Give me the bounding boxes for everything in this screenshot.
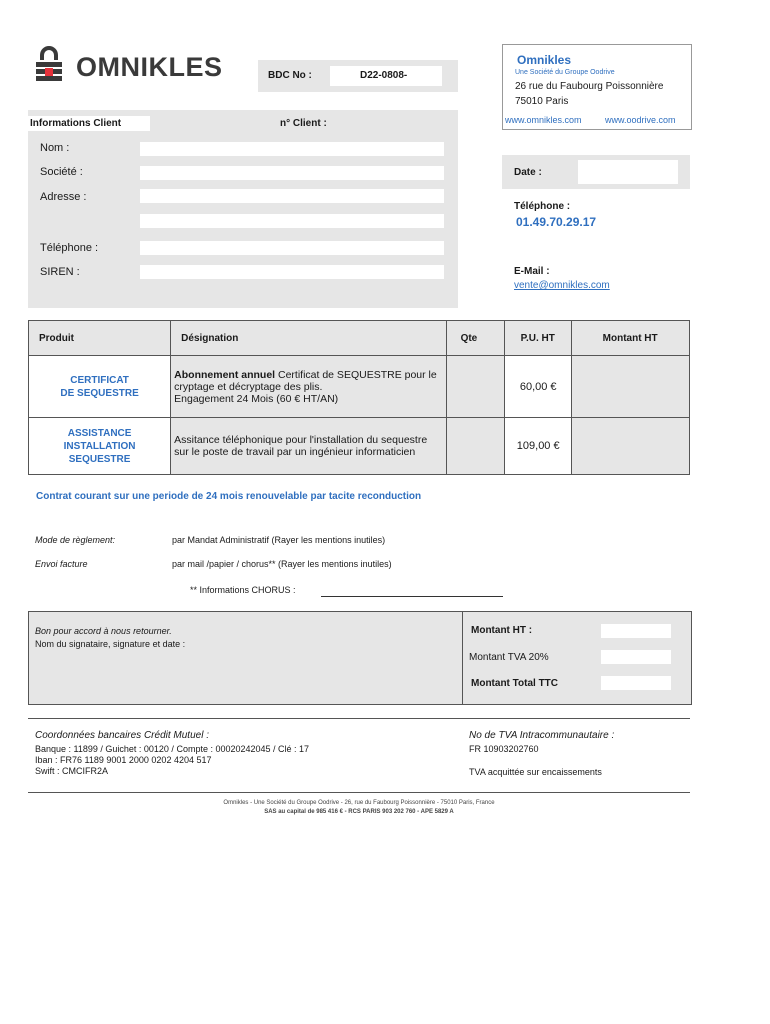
payment-mode-label: Mode de règlement: [35, 535, 116, 545]
bdc-value: D22-0808- [360, 70, 408, 81]
company-box [502, 44, 692, 130]
chorus-label: ** Informations CHORUS : [190, 585, 296, 595]
product-name-line: SEQUESTRE [68, 453, 131, 465]
societe-label: Société : [40, 166, 83, 178]
montant-tva-field[interactable] [601, 650, 671, 664]
telephone-field[interactable] [140, 241, 444, 255]
product-name-line: CERTIFICAT [70, 374, 129, 386]
product-name-cell [29, 356, 171, 418]
montant-ht-label: Montant HT : [471, 625, 533, 636]
unit-price-cell: 60,00 € [505, 356, 572, 418]
envoi-value: par mail /papier / chorus** (Rayer les mentions inutiles) [172, 559, 392, 569]
divider [28, 792, 690, 793]
adresse-label: Adresse : [40, 191, 87, 203]
qty-cell[interactable] [446, 356, 505, 418]
company-name: Omnikles [517, 53, 572, 67]
date-field[interactable] [578, 160, 678, 184]
tva-title: No de TVA Intracommunautaire : [469, 730, 615, 741]
nom-field[interactable] [140, 142, 444, 156]
header-pu: P.U. HT [505, 321, 572, 356]
approval-line2: Nom du signataire, signature et date : [35, 639, 186, 649]
designation-line3: Engagement 24 Mois (60 € HT/AN) [174, 392, 339, 405]
logo [34, 46, 244, 88]
products-table [28, 320, 690, 475]
company-web2[interactable]: www.oodrive.com [605, 115, 676, 125]
societe-field[interactable] [140, 166, 444, 180]
table-row [29, 356, 690, 418]
bdc-box [258, 60, 458, 92]
approval-box [28, 611, 692, 705]
table-row [29, 418, 690, 475]
amount-cell[interactable] [572, 418, 690, 475]
envoi-label: Envoi facture [35, 559, 88, 569]
footer-line1: Omnikles - Une Société du Groupe Oodrive - 26, rue du Faubourg Poissonnière - 75010 Paris, France [223, 800, 495, 806]
nom-label: Nom : [40, 142, 70, 154]
telephone-label: Téléphone : [40, 242, 99, 254]
chorus-field-line[interactable] [321, 596, 503, 597]
company-subtitle: Une Société du Groupe Oodrive [515, 69, 615, 76]
designation-cell [171, 356, 446, 418]
bank-title: Coordonnées bancaires Crédit Mutuel : [35, 730, 209, 741]
product-name-line: INSTALLATION [63, 440, 136, 452]
approval-divider [462, 612, 463, 704]
designation-text: Certificat de SEQUESTRE pour le cryptage et décryptage des plis. [174, 368, 437, 393]
adresse-field-1[interactable] [140, 189, 444, 203]
phone-value: 01.49.70.29.17 [516, 215, 597, 229]
designation-bold: Abonnement annuel [174, 368, 276, 381]
client-no-label: n° Client : [280, 118, 327, 129]
bdc-label: BDC No : [268, 70, 312, 81]
date-label: Date : [514, 167, 542, 178]
footer-line2: SAS au capital de 985 416 € - RCS PARIS 903 202 760 - APE 5829 A [264, 809, 454, 815]
siren-field[interactable] [140, 265, 444, 279]
amount-cell[interactable] [572, 356, 690, 418]
company-web1[interactable]: www.omnikles.com [505, 115, 582, 125]
payment-mode-value: par Mandat Administratif (Rayer les mentions inutiles) [172, 535, 386, 545]
table-header-row [29, 321, 690, 356]
phone-label: Téléphone : [514, 201, 571, 212]
adresse-field-2[interactable] [140, 214, 444, 228]
designation-text: Assitance téléphonique pour l'installation du sequestre sur le poste de travail par un ingénieur informaticien [174, 434, 428, 458]
logo-text: OMNIKLES [76, 52, 223, 82]
tva-note: TVA acquittée sur encaissements [469, 767, 602, 777]
client-info-box [28, 110, 458, 308]
email-link[interactable]: vente@omnikles.com [514, 280, 610, 291]
designation-cell [171, 418, 446, 475]
bank-line3: Swift : CMCIFR2A [35, 766, 109, 776]
qty-cell[interactable] [446, 418, 505, 475]
bank-line1: Banque : 11899 / Guichet : 00120 / Compte : 00020242045 / Clé : 17 [35, 744, 310, 754]
header-montant: Montant HT [572, 321, 690, 356]
company-address1: 26 rue du Faubourg Poissonnière [515, 81, 664, 92]
tva-value: FR 10903202760 [469, 744, 539, 754]
footer [28, 800, 690, 815]
product-name-cell [29, 418, 171, 475]
company-address2: 75010 Paris [515, 96, 569, 107]
siren-label: SIREN : [40, 266, 80, 278]
client-section-label: Informations Client [28, 116, 150, 131]
date-box [502, 155, 690, 189]
approval-line1: Bon pour accord à nous retourner. [35, 626, 172, 636]
bank-line2: Iban : FR76 1189 9001 2000 0202 4204 517 [35, 755, 212, 765]
header-designation: Désignation [171, 321, 446, 356]
contract-text: Contrat courant sur une periode de 24 mois renouvelable par tacite reconduction [36, 491, 422, 502]
unit-price-cell: 109,00 € [505, 418, 572, 475]
email-label: E-Mail : [514, 266, 550, 277]
header-produit: Produit [29, 321, 171, 356]
lock-icon [34, 46, 64, 86]
divider [28, 718, 690, 719]
product-name-line: DE SEQUESTRE [60, 387, 139, 399]
montant-ttc-field[interactable] [601, 676, 671, 690]
montant-tva-label: Montant TVA 20% [469, 652, 549, 663]
montant-ttc-label: Montant Total TTC [471, 678, 559, 689]
header-qte: Qte [446, 321, 505, 356]
montant-ht-field[interactable] [601, 624, 671, 638]
bdc-value-field[interactable] [330, 66, 442, 86]
product-name-line: ASSISTANCE [67, 427, 132, 439]
